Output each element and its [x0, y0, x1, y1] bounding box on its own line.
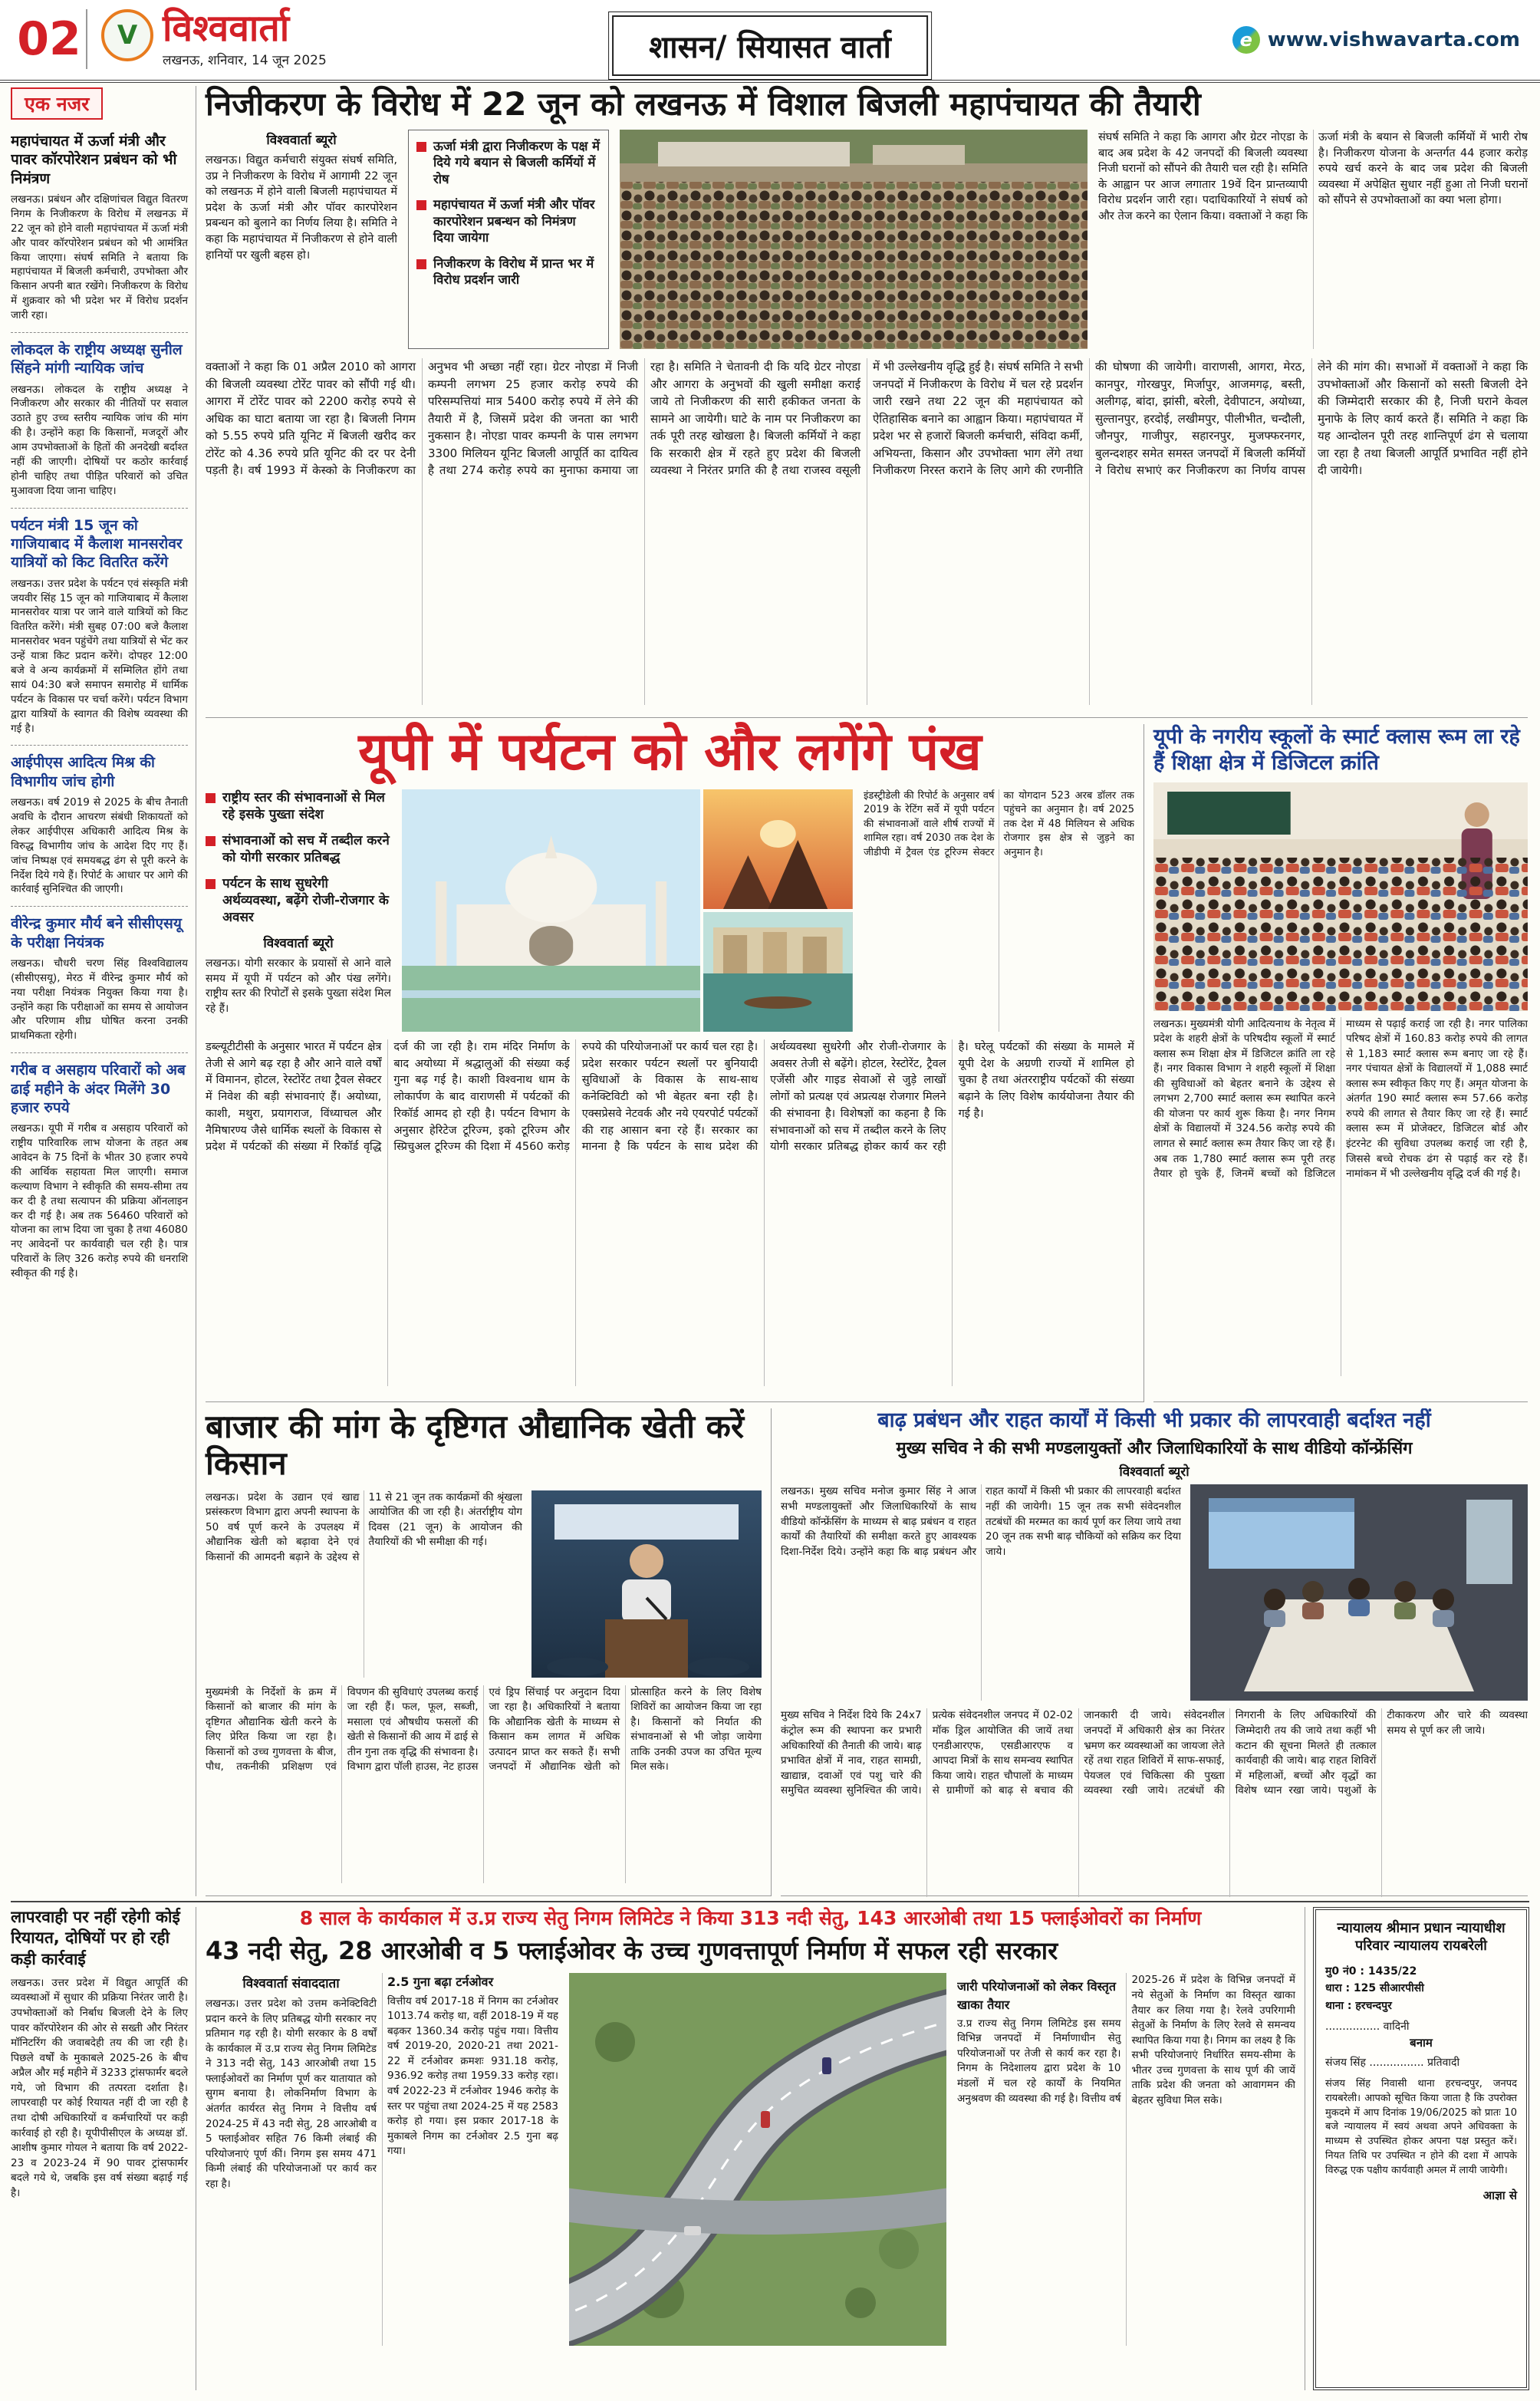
article-headline: यूपी में पर्यटन को और लगेंगे पंख [358, 722, 982, 782]
sidebar-headline: महापंचायत में ऊर्जा मंत्री और पावर कॉरपोरेशन प्रबंधन को भी निमंत्रण [11, 133, 177, 187]
sidebar-article-mahapanchayat [11, 124, 188, 333]
paper-logo-icon: V [101, 9, 153, 61]
court-notice-body: संजय सिंह निवासी थाना हरचन्दपुर, जनपद रायबरेली। आपको सूचित किया जाता है कि उपरोक्त मुकदमे में आप दिनांक 19/06/2025 को प्रातः 10 बजे न्यायालय में स्वयं अथवा अपने अधिवक्ता के माध्यम से उपस्थित होकर अपना पक्ष प्रस्तुत करें। नियत तिथि पर उपस्थित न होने की दशा में आपके विरुद्ध एक पक्षीय कार्यवाही अमल में लायी जायेगी। [1325, 2077, 1517, 2177]
photo-river-ghat-boat [703, 912, 853, 1032]
website-link[interactable] [1232, 26, 1520, 54]
website-url[interactable]: www.vishwavarta.com [1267, 28, 1520, 51]
article-headline: लापरवाही पर नहीं रहेगी कोई रियायत, दोषियों पर हो रही कड़ी कार्रवाई [11, 1908, 180, 1968]
sidebar-article-ccsu [11, 907, 188, 1053]
red-square-bullet-icon [416, 259, 426, 269]
sign-off: आज्ञा से [1482, 2188, 1517, 2202]
article-body-left: लखनऊ। उत्तर प्रदेश को उत्तम कनेक्टिविटी प्रदान करने के लिए प्रतिबद्ध योगी सरकार नए प्रतिमान गढ़ रही है। योगी सरकार के 8 वर्षों के कार्यकाल में उ.प्र राज्य सेतु निगम लिमिटेड ने 313 नदी सेतु, 143 आरओबी तथा 15 फ्लाईओवरों का निर्माण पूर्ण कर यातायात को सुगम बनाया है। लोकनिर्माण विभाग के अंतर्गत कार्यरत सेतु निगम ने वित्तीय वर्ष 2024-25 में 43 नदी सेतु, 28 आरओबी व 5 फ्लाईओवर सहित 76 किमी लंबाई की परियोजनाएं पूर्ण कीं। निगम इस समय 471 किमी लंबाई की परियोजनाओं पर कार्य कर रहा है। [206, 1998, 377, 2190]
bullet-text: ऊर्जा मंत्री द्वारा निजीकरण के पक्ष में दिये गये बयान से बिजली कर्मियों में रोष [433, 139, 601, 186]
article-kicker-banner: 8 साल के कार्यकाल में उ.प्र राज्य सेतु निगम लिमिटेड ने किया 313 नदी सेतु, 143 आरओबी तथा 15 फ्लाईओवरों का निर्माण [299, 1907, 1202, 1929]
photo-collage-tourism [402, 789, 853, 1032]
bullet-text: निजीकरण के विरोध में प्रान्त भर में विरोध प्रदर्शन जारी [433, 255, 594, 288]
article-subhead: मुख्य सचिव ने की सभी मण्डलायुक्तों और जिलाधिकारियों के साथ वीडियो कॉन्फ्रेंसिंग [896, 1439, 1413, 1459]
page-number: 02 [12, 9, 87, 69]
police-station: थाना : हरचन्दपुर [1325, 1999, 1392, 2012]
article-byline: विश्ववार्ता ब्यूरो [266, 133, 337, 149]
article-byline: विश्ववार्ता ब्यूरो [1119, 1464, 1190, 1480]
photo-protest-meeting-crowd [620, 130, 1088, 349]
bullet-item [416, 196, 601, 245]
edition-line: लखनऊ, शनिवार, 14 जून 2025 [163, 53, 327, 69]
article-body-more: मुख्यमंत्री के निर्देशों के क्रम में किसानों को बाजार की मांग के दृष्टिगत औद्यानिक खेती करने के लिए प्रेरित किया जा रहा है। किसानों को उच्च गुणवत्ता के बीज, पौध, तकनीकी प्रशिक्षण एवं विपणन की सुविधाएं उपलब्ध कराई जा रही हैं। फल, फूल, सब्जी, मसाला एवं औषधीय फसलों की खेती से किसानों की आय में ढाई से तीन गुना तक वृद्धि की संभावना है। विभाग द्वारा पॉली हाउस, नेट हाउस एवं ड्रिप सिंचाई पर अनुदान दिया जा रहा है। अधिकारियों ने बताया कि औद्यानिक खेती के माध्यम से किसान कम लागत में अधिक उत्पादन प्राप्त कर सकते हैं। सभी जनपदों में औद्यानिक खेती को प्रोत्साहित करने के लिए विशेष शिविरों का आयोजन किया जा रहा है। किसानों को निर्यात की संभावनाओं से भी जोड़ा जायेगा ताकि उनकी उपज का उचित मूल्य मिल सके। [206, 1685, 762, 1774]
article-up-tourism [206, 724, 1144, 1402]
red-square-bullet-icon [416, 142, 426, 152]
article-headline: बाढ़ प्रबंधन और राहत कार्यों में किसी भी प्रकार की लापरवाही बर्दाश्त नहीं [877, 1408, 1431, 1432]
red-square-bullet-icon [206, 836, 216, 846]
article-byline: विश्ववार्ता संवाददाता [242, 1976, 340, 1992]
red-square-bullet-icon [206, 879, 216, 889]
paper-name: विश्ववार्ता [163, 7, 290, 50]
sidebar-headline: आईपीएस आदित्य मिश्र की विभागीय जांच होगी [11, 754, 155, 790]
highlight-bullet-box [408, 130, 609, 349]
turnover-subhead: 2.5 गुना बढ़ा टर्नओवर [387, 1974, 494, 1990]
photo-taj-mahal [402, 789, 700, 1032]
sidebar-article-lokdal [11, 333, 188, 509]
photo-temple-sunset [703, 789, 853, 909]
sidebar-headline: पर्यटन मंत्री 15 जून को गाजियाबाद में कैलाश मानसरोवर यात्रियों को किट वितरित करेंगे [11, 516, 183, 571]
photo-smart-classroom [1153, 782, 1528, 1011]
sidebar-ek-najar [11, 86, 196, 1896]
globe-icon: e [1232, 26, 1260, 54]
red-square-bullet-icon [206, 793, 216, 803]
article-body-right: उ.प्र राज्य सेतु निगम लिमिटेड इस समय विभिन्न जनपदों में निर्माणाधीन सेतु परियोजनाओं पर तेजी से कार्य कर रहा है। निगम के निदेशालय द्वारा प्रदेश के 10 मंडलों में चल रहे कार्यों के नियमित अनुश्रवण की व्यवस्था की गई है। वित्तीय वर्ष 2025-26 में प्रदेश के विभिन्न जनपदों में नये सेतुओं के निर्माण का विस्तृत खाका तैयार कर लिया गया है। रेलवे उपरिगामी सेतुओं के निर्माण के लिए रेलवे से समन्वय स्थापित किया गया है। निगम का लक्ष्य है कि सभी परियोजनाएं निर्धारित समय-सीमा के भीतर उच्च गुणवत्ता के साथ पूर्ण की जायें ताकि प्रदेश की जनता को आवागमन की बेहतर सुविधा मिल सके। [957, 1974, 1295, 2106]
sidebar-article-tourism-minister [11, 509, 188, 746]
brand [101, 9, 327, 68]
bullet-text: पर्यटन के साथ सुधरेगी अर्थव्यवस्था, बढ़ेंगे रोजी-रोजगार के अवसर [222, 876, 389, 926]
article-body-more: डब्ल्यूटीटीसी के अनुसार भारत में पर्यटन क्षेत्र तेजी से आगे बढ़ रहा है और आने वाले वर्षों में विमानन, होटल, रेस्टोरेंट तथा ट्रैवल सेक्टर में निवेश की बड़ी संभावनाएं हैं। अयोध्या, काशी, मथुरा, प्रयागराज, विंध्याचल और नैमिषारण्य जैसे धार्मिक स्थलों के विकास से प्रदेश में पर्यटकों की संख्या में रिकॉर्ड वृद्धि दर्ज की जा रही है। राम मंदिर निर्माण के बाद अयोध्या में श्रद्धालुओं की संख्या कई गुना बढ़ गई है। काशी विश्वनाथ धाम के लोकार्पण के बाद वाराणसी में पर्यटकों की रिकॉर्ड आमद हो रही है। पर्यटन विभाग के अनुसार हेरिटेज टूरिज्म, इको टूरिज्म और स्प्रिचुअल टूरिज्म की दिशा में 4560 करोड़ रुपये की परियोजनाओं पर कार्य चल रहा है। प्रदेश सरकार पर्यटन स्थलों पर बुनियादी सुविधाओं के विकास के साथ-साथ कनेक्टिविटी को भी बेहतर बना रही है। एक्सप्रेसवे नेटवर्क और नये एयरपोर्ट पर्यटकों की राह आसान बना रहे हैं। सरकार का मानना है कि पर्यटन के साथ प्रदेश की अर्थव्यवस्था सुधरेगी और रोजी-रोजगार के अवसर तेजी से बढ़ेंगे। होटल, रेस्टोरेंट, ट्रैवल एजेंसी और गाइड सेवाओं से जुड़े लाखों लोगों को प्रत्यक्ष एवं अप्रत्यक्ष रोजगार मिलने की संभावना है। विशेषज्ञों का कहना है कि संभावनाओं को सच में तब्दील करने के लिए योगी सरकार प्रतिबद्ध होकर कार्य कर रही है। घरेलू पर्यटकों की संख्या के मामले में यूपी देश के अग्रणी राज्यों में शामिल हो चुका है तथा अंतरराष्ट्रीय पर्यटकों की संख्या बढ़ाने के लिए विशेष कार्ययोजना तैयार की गई है। [206, 1040, 1134, 1154]
court-notice-title-line1: न्यायालय श्रीमान प्रधान न्यायाधीश [1337, 1920, 1505, 1936]
article-lead: लखनऊ। मुख्य सचिव मनोज कुमार सिंह ने आज सभी मण्डलायुक्तों और जिलाधिकारियों के साथ वीडियो कॉन्फ्रेंसिंग के माध्यम से बाढ़ प्रबंधन व राहत कार्यों की तैयारियों की समीक्षा करते हुए आवश्यक दिशा-निर्देश दिये। उन्होंने कहा कि बाढ़ प्रबंधन और राहत कार्यों में किसी भी प्रकार की लापरवाही बर्दाश्त नहीं की जायेगी। 15 जून तक सभी संवेदनशील तटबंधों की मरम्मत का कार्य पूर्ण कर लिया जाये तथा 20 जून तक सभी बाढ़ चौकियों को सक्रिय कर दिया जाये। [781, 1485, 1181, 1558]
article-byline: विश्ववार्ता ब्यूरो [263, 936, 334, 952]
respondent-line: संजय सिंह ................ प्रतिवादी [1325, 2056, 1460, 2069]
sidebar-body: लखनऊ। उत्तर प्रदेश के पर्यटन एवं संस्कृति मंत्री जयवीर सिंह 15 जून को गाजियाबाद में कैलाश मानसरोवर यात्रा पर जाने वाले यात्रियों को किट वितरित करेंगे। मंत्री सुबह 07:00 बजे कैलाश मानसरोवर भवन पहुंचेंगे तथा यात्रियों से भेंट कर उन्हें यात्रा किट प्रदान करेंगे। दोपहर 12:00 बजे वे अन्य कार्यक्रमों में सम्मिलित होंगे तथा सायं 04:30 बजे समापन समारोह में धार्मिक पर्यटन के विकास पर चर्चा करेंगे। पर्यटन विभाग द्वारा यात्रियों के स्वागत की विशेष व्यवस्था की गई है। [11, 577, 188, 735]
article-body-mid: संघर्ष समिति ने कहा कि आगरा और ग्रेटर नोएडा के बाद अब प्रदेश के 42 जनपदों की बिजली व्यवस्था निजी घरानों को सौंपने की तैयारी चल रही है। समिति के आह्वान पर आज लगातार 19वें दिन प्रान्तव्यापी विरोध प्रदर्शन जारी रहा। पदाधिकारियों ने संघर्ष को और तेज करने का ऐलान किया। वक्ताओं ने कहा कि ऊर्जा मंत्री के बयान से बिजली कर्मियों में भारी रोष है। निजीकरण योजना के अन्तर्गत 44 हजार करोड़ रुपये खर्च करने के बाद जब प्रदेश की बिजली व्यवस्था में अपेक्षित सुधार नहीं हुआ तो निजी घरानों को सौंपने से उपभोक्ताओं का क्या भला होगा। [1098, 131, 1528, 222]
article-no-leniency [11, 1907, 196, 2390]
section-divider-rule [11, 1901, 1529, 1902]
article-body-more: मुख्य सचिव ने निर्देश दिये कि 24x7 कंट्रोल रूम की स्थापना कर प्रभारी अधिकारियों की तैनाती की जाये। बाढ़ प्रभावित क्षेत्रों में नाव, राहत सामग्री, खाद्यान्न, दवाओं एवं पशु चारे की समुचित व्यवस्था सुनिश्चित की जाये। प्रत्येक संवेदनशील जनपद में 02-02 मॉक ड्रिल आयोजित की जायें तथा एनडीआरएफ, एसडीआरएफ व आपदा मित्रों के साथ समन्वय स्थापित किया जाये। राहत चौपालों के माध्यम से ग्रामीणों को बाढ़ से बचाव की जानकारी दी जाये। संवेदनशील जनपदों में अधिकारी क्षेत्र का निरंतर भ्रमण कर व्यवस्थाओं का जायजा लेते रहें तथा राहत शिविरों में साफ-सफाई, पेयजल एवं चिकित्सा की पुख्ता व्यवस्था रखी जाये। तटबंधों की निगरानी के लिए अधिकारियों की जिम्मेदारी तय की जाये तथा कहीं भी कटान की सूचना मिलते ही तत्काल कार्यवाही की जाये। बाढ़ राहत शिविरों में महिलाओं, बच्चों और वृद्धों का विशेष ध्यान रखा जाये। पशुओं के टीकाकरण और चारे की व्यवस्था समय से पूर्ण कर ली जाये। [781, 1709, 1528, 1797]
bullet-item [416, 138, 601, 187]
sidebar-body: लखनऊ। चौधरी चरण सिंह विश्वविद्यालय (सीसीएसयू), मेरठ में वीरेन्द्र कुमार मौर्य को नया परीक्षा नियंत्रक नियुक्त किया गया है। उन्होंने कहा कि परीक्षाओं का समय से आयोजन और परिणाम शीघ्र घोषित करना उनकी प्राथमिकता रहेगी। [11, 957, 188, 1042]
bullet-item [206, 832, 391, 866]
bullet-item [206, 789, 391, 823]
turnover-body: वित्तीय वर्ष 2017-18 में निगम का टर्नओवर 1013.74 करोड़ था, वहीं 2018-19 में यह बढ़कर 1360.34 करोड़ पहुंच गया। वित्तीय वर्ष 2019-20, 2020-21 तथा 2021-22 में टर्नओवर क्रमशः 931.18 करोड़, 936.92 करोड़ तथा 1959.33 करोड़ रहा। वर्ष 2022-23 में टर्नओवर 1946 करोड़ के स्तर पर पहुंचा तथा 2024-25 में यह 2583 करोड़ हो गया। इस प्रकार 2017-18 के मुकाबले निगम का टर्नओवर 2.5 गुना बढ़ गया। [387, 1994, 558, 2158]
bullet-item [206, 875, 391, 926]
article-headline: 43 नदी सेतु, 28 आरओबी व 5 फ्लाईओवर के उच्च गुणवत्तापूर्ण निर्माण में सफल रही सरकार [206, 1936, 1058, 1965]
sidebar-body: लखनऊ। वर्ष 2019 से 2025 के बीच तैनाती अवधि के दौरान आचरण संबंधी शिकायतों को लेकर आईपीएस अधिकारी आदित्य मिश्र के विरुद्ध विभागीय जांच के आदेश दिए गए हैं। जांच निष्पक्ष एवं समयबद्ध ढंग से पूरी करने के निर्देश दिये गये हैं। रिपोर्ट के आधार पर आगे की कार्रवाई सुनिश्चित की जाएगी। [11, 796, 188, 896]
red-square-bullet-icon [416, 200, 426, 210]
section-title: शासन/ सियासत वार्ता [612, 15, 928, 76]
case-section: धारा : 125 सीआरपीसी [1325, 1982, 1424, 1995]
article-lead: लखनऊ। योगी सरकार के प्रयासों से आने वाले समय में यूपी में पर्यटन को और पंख लगेंगे। राष्ट्रीय स्तर की रिपोर्टों से इसके पुख्ता संदेश मिल रहे हैं। [206, 957, 391, 1016]
versus-label: बनाम [1410, 2035, 1433, 2050]
masthead [0, 0, 1540, 83]
petitioner-line: ................ वादिनी [1325, 2020, 1410, 2033]
bullet-text: संभावनाओं को सच में तब्दील करने को योगी सरकार प्रतिबद्ध [222, 832, 390, 866]
sidebar-body: लखनऊ। यूपी में गरीब व असहाय परिवारों को राष्ट्रीय पारिवारिक लाभ योजना के तहत अब आवेदन के 75 दिनों के भीतर 30 हजार रुपये की आर्थिक सहायता मिल जाएगी। समाज कल्याण विभाग ने स्वीकृति की समय-सीमा तय कर दी है तथा सत्यापन की प्रक्रिया ऑनलाइन कर दी गई है। अब तक 56460 परिवारों को योजना का लाभ दिया जा चुका है तथा 46080 नए आवेदनों पर कार्यवाही चल रही है। पात्र परिवारों के लिए 326 करोड़ रुपये की धनराशि स्वीकृत की गई है। [11, 1122, 188, 1280]
article-privatisation-mahapanchayat [206, 86, 1528, 718]
article-smart-classrooms [1153, 724, 1528, 1402]
article-body-more: वक्ताओं ने कहा कि 01 अप्रैल 2010 को आगरा की बिजली व्यवस्था टोरेंट पावर को सौंपी गई थी। आगरा में टोरेंट पावर को 2200 करोड़ रुपये से अधिक का घाटा बताया जा रहा है। बिजली निगम को 5.55 रुपये प्रति यूनिट में बिजली खरीद कर टोरेंट को 4.36 रुपये प्रति यूनिट की दर पर देनी पड़ती है। वर्ष 1993 में केस्को के निजीकरण का अनुभव भी अच्छा नहीं रहा। ग्रेटर नोएडा में निजी कम्पनी लगभग 25 हजार करोड़ रुपये की परिसम्पत्तियां मात्र 5400 करोड़ रुपये में लेने की तैयारी में है, जिसमें प्रदेश की जनता का भारी नुकसान है। नोएडा पावर कम्पनी के पास लगभग 3300 मिलियन यूनिट बिजली आपूर्ति का दायित्व है तथा 274 करोड़ रुपये का मुनाफा कमाया जा रहा है। समिति ने चेतावनी दी कि यदि ग्रेटर नोएडा और आगरा के अनुभवों की खुली समीक्षा कराई जाये तो निजीकरण की सारी हकीकत जनता के सामने आ जायेगी। घाटे के नाम पर निजीकरण का तर्क पूरी तरह खोखला है। बिजली कर्मियों ने कहा कि सरकारी क्षेत्र में रहते हुए प्रदेश की बिजली व्यवस्था ने निरंतर प्रगति की है तथा राजस्व वसूली में भी उल्लेखनीय वृद्धि हुई है। संघर्ष समिति ने सभी जनपदों में निजीकरण के विरोध में चल रहे प्रदर्शन जारी रखने तथा 22 जून की महापंचायत को ऐतिहासिक बनाने का आह्वान किया। महापंचायत में प्रदेश भर से हजारों बिजली कर्मचारी, संविदा कर्मी, अभियन्ता, किसान और उपभोक्ता भाग लेंगे तथा निजीकरण निरस्त कराने के लिए आगे की रणनीति की घोषणा की जायेगी। वाराणसी, आगरा, मेरठ, कानपुर, गोरखपुर, मिर्जापुर, आजमगढ़, बस्ती, अलीगढ़, बांदा, झांसी, बरेली, देवीपाटन, अयोध्या, सुल्तानपुर, हरदोई, लखीमपुर, पीलीभीत, चन्दौली, जौनपुर, गाजीपुर, सहारनपुर, मुजफ्फरनगर, बुलन्दशहर समेत समस्त जनपदों में बिजली कर्मियों ने विरोध सभाएं कर निजीकरण का निर्णय वापस लेने की मांग की। सभाओं में वक्ताओं ने कहा कि उपभोक्ताओं और किसानों को सस्ती बिजली देने की जिम्मेदारी सरकार की है, निजी घराने केवल मुनाफे के लिए कार्य करते हैं। समिति ने कहा कि यह आन्दोलन पूरी तरह शान्तिपूर्ण ढंग से चलाया जा रहा है तथा बिजली आपूर्ति प्रभावित नहीं होने दी जायेगी। [206, 360, 1528, 478]
photo-video-conference [1190, 1484, 1528, 1701]
article-headline: निजीकरण के विरोध में 22 जून को लखनऊ में विशाल बिजली महापंचायत की तैयारी [206, 85, 1201, 123]
article-headline: बाजार की मांग के दृष्टिगत औद्यानिक खेती करें किसान [206, 1408, 745, 1483]
article-flood-management [781, 1408, 1528, 1896]
sidebar-body: लखनऊ। लोकदल के राष्ट्रीय अध्यक्ष ने निजीकरण और सरकार की नीतियों पर सवाल उठाते हुए उच्च स्तरीय न्यायिक जांच की मांग की है। उन्होंने कहा कि किसानों, मजदूरों और आम उपभोक्ताओं के हितों की अनदेखी बर्दाश्त नहीं की जाएगी। दोषियों पर कठोर कार्रवाई होनी चाहिए तथा पीड़ित परिवारों को उचित मुआवजा दिया जाना चाहिए। [11, 383, 188, 497]
article-lead: लखनऊ। प्रदेश के उद्यान एवं खाद्य प्रसंस्करण विभाग द्वारा अपनी स्थापना के 50 वर्ष पूर्ण करने के उपलक्ष्य में औद्यानिक खेती को बढ़ावा देने एवं किसानों की आमदनी बढ़ाने के उद्देश्य से 11 से 21 जून तक कार्यक्रमों की श्रृंखला आयोजित की जा रही है। अंतर्राष्ट्रीय योग दिवस (21 जून) के आयोजन की तैयारियों की भी समीक्षा की गई। [206, 1490, 522, 1563]
article-bridges-corporation [206, 1907, 1305, 2390]
sidebar-body: लखनऊ। प्रबंधन और दक्षिणांचल विद्युत वितरण निगम के निजीकरण के विरोध में लखनऊ में 22 जून को होने वाली महापंचायत में ऊर्जा मंत्री और पावर कॉरपोरेशन प्रबंधन को भी आमंत्रित किया जाएगा। संघर्ष समिति ने बताया कि महापंचायत में बिजली कर्मचारी, उपभोक्ता और किसान अपनी बात रखेंगे। निजीकरण के विरोध में शुक्रवार को भी प्रदेश भर में विरोध प्रदर्शन जारी रहा। [11, 193, 188, 322]
photo-speaker-podium [531, 1490, 762, 1678]
article-body: लखनऊ। उत्तर प्रदेश में विद्युत आपूर्ति की व्यवस्थाओं में सुधार की प्रक्रिया निरंतर जारी है। उपभोक्ताओं को निर्बाध बिजली देने के लिए पावर कॉरपोरेशन की ओर से सख्ती और निरंतर मॉनिटरिंग की जवाबदेही तय की जा रही है। पिछले वर्षों के मुकाबले 2025-26 के बीच अप्रैल और मई महीने में 3233 ट्रांसफार्मर बदले गये, जो विभाग की तत्परता दर्शाता है। लापरवाही पर कोई रियायत नहीं दी जा रही है तथा दोषी अधिकारियों व कर्मचारियों पर कड़ी कार्रवाई हो रही है। यूपीपीसीएल के अध्यक्ष डॉ. आशीष कुमार गोयल ने बताया कि वर्ष 2022-23 व 2023-24 में 90 पावर ट्रांसफार्मर बदले गये थे, जबकि इस वर्ष संख्या बढ़ाई गई है। [11, 1976, 188, 2199]
photo-flyover-aerial [569, 1973, 946, 2346]
sidebar-headline: लोकदल के राष्ट्रीय अध्यक्ष सुनील सिंहने मांगी न्यायिक जांच [11, 341, 183, 377]
projects-subhead: जारी परियोजनाओं को लेकर विस्तृत खाका तैयार [957, 1979, 1117, 2012]
ek-najar-label: एक नजर [11, 87, 103, 120]
court-notice [1313, 1907, 1529, 2390]
court-notice-title-line2: परिवार न्यायालय रायबरेली [1355, 1938, 1487, 1955]
sidebar-article-ips-inquiry [11, 746, 188, 907]
bullet-item [416, 255, 601, 288]
bullet-text: महापंचायत में ऊर्जा मंत्री और पॉवर कारपोरेशन प्रबन्धन को निमंत्रण दिया जायेगा [433, 197, 595, 245]
article-body-side: इंडस्ट्रीडेली की रिपोर्ट के अनुसार वर्ष 2019 के रेटिंग सर्वे में यूपी पर्यटन की संभावनाओं वाले शीर्ष राज्यों में शामिल रहा। वर्ष 2030 तक देश के जीडीपी में ट्रैवल एंड टूरिज्म सेक्टर का योगदान 523 अरब डॉलर तक पहुंचने का अनुमान है। वर्ष 2025 तक देश में 48 मिलियन से अधिक रोजगार इस क्षेत्र से जुड़ने का अनुमान है। [864, 789, 1134, 858]
article-body: लखनऊ। मुख्यमंत्री योगी आदित्यनाथ के नेतृत्व में प्रदेश के शहरी क्षेत्रों के परिषदीय स्कूलों में स्मार्ट क्लास रूम शिक्षा क्षेत्र में डिजिटल क्रांति ला रहे हैं। नगर विकास विभाग ने शहरी स्कूलों में शिक्षा की सुविधाओं को बेहतर बनाने के उद्देश्य से लगभग 2,700 स्मार्ट क्लास रूम स्थापित करने की योजना पर कार्य शुरू किया है। नगर निगम क्षेत्रों के विद्यालयों में 324.56 करोड़ रुपये की लागत से स्मार्ट क्लास रूम तैयार किए जा रहे हैं। अब तक 1,780 स्मार्ट क्लास रूम पूरी तरह तैयार हो चुके हैं, जिनमें बच्चों को डिजिटल माध्यम से पढ़ाई कराई जा रही है। नगर पालिका परिषद क्षेत्रों में 160.83 करोड़ रुपये की लागत से 1,183 स्मार्ट क्लास रूम बनाए जा रहे हैं। नगर पंचायत क्षेत्रों के विद्यालयों में 1,088 स्मार्ट क्लास रूम स्वीकृत किए गए हैं। अमृत योजना के अंतर्गत 190 स्मार्ट क्लास रूम 57.66 करोड़ रुपये की लागत से तैयार किए जा रहे हैं। स्मार्ट क्लास रूम में प्रोजेक्टर, डिजिटल बोर्ड और इंटरनेट की सुविधा उपलब्ध कराई जा रही है, जिससे बच्चे रोचक ढंग से पढ़ाई कर रहे हैं। नामांकन में भी उल्लेखनीय वृद्धि दर्ज की गई है। [1153, 1017, 1528, 1181]
sidebar-article-family-benefit [11, 1053, 188, 1290]
article-horticulture-farming [206, 1408, 772, 1896]
bullet-text: राष्ट्रीय स्तर की संभावनाओं से मिल रहे इसके पुख्ता संदेश [222, 789, 385, 822]
sidebar-headline: गरीब व असहाय परिवारों को अब ढाई महीने के अंदर मिलेंगे 30 हजार रुपये [11, 1062, 186, 1116]
article-headline: यूपी के नगरीय स्कूलों के स्मार्ट क्लास रूम ला रहे हैं शिक्षा क्षेत्र में डिजिटल क्रांति [1153, 725, 1520, 775]
article-lead: लखनऊ। विद्युत कर्मचारी संयुक्त संघर्ष समिति, उप्र ने निजीकरण के विरोध में आगामी 22 जून को लखनऊ में होने वाली बिजली महापंचायत में प्रदेश के ऊर्जा मंत्री और पॉवर कारपोरेशन प्रबन्धन को बुलाने का निर्णय लिया है। समिति ने कहा कि महापंचायत में निजीकरण से होने वाली हानियों पर खुली बहस हो। [206, 154, 397, 262]
case-number: मु0 नं0 : 1435/22 [1325, 1965, 1417, 1978]
sidebar-headline: वीरेन्द्र कुमार मौर्य बने सीसीएसयू के परीक्षा नियंत्रक [11, 915, 182, 951]
